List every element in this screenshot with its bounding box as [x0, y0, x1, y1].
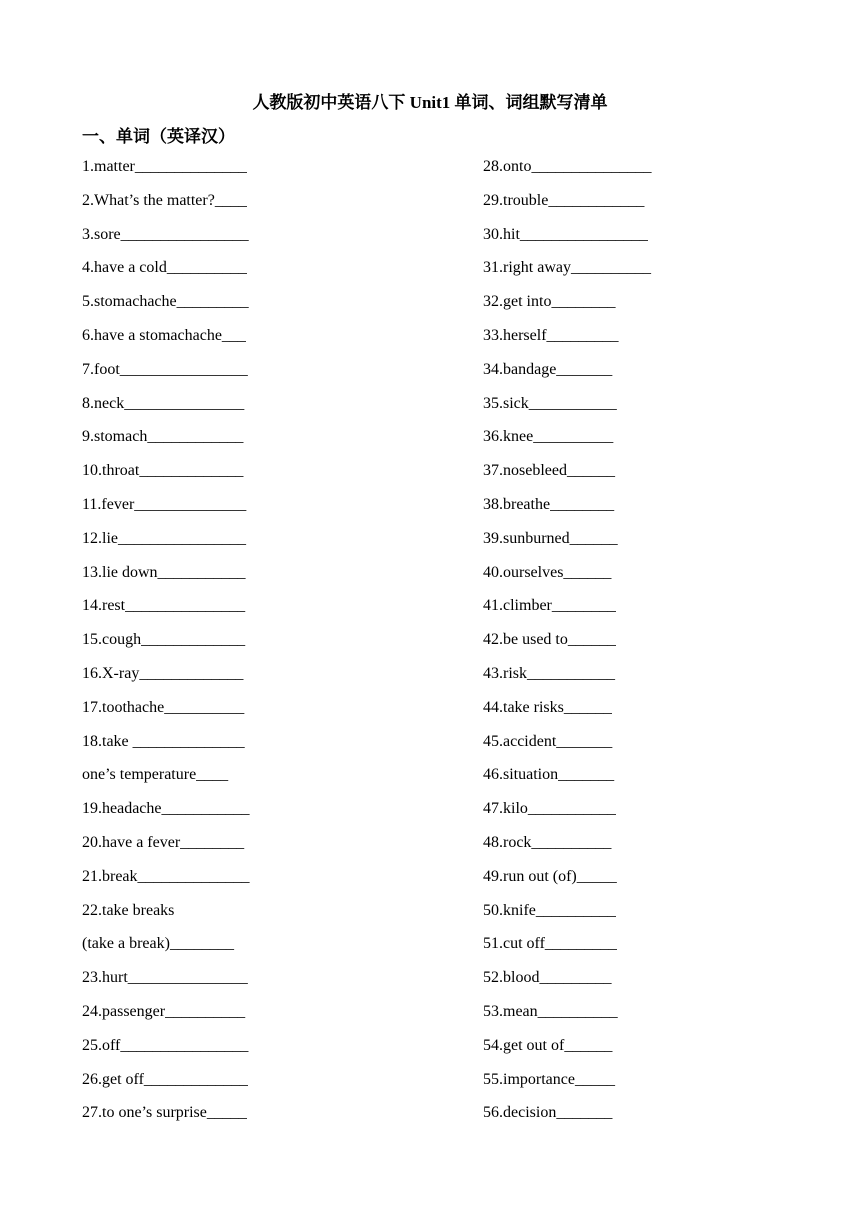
vocab-item: 51.cut off_________ [483, 935, 617, 953]
vocab-item: 54.get out of______ [483, 1036, 613, 1054]
vocab-item: 28.onto_______________ [483, 158, 652, 175]
vocab-item: 47.kilo___________ [483, 800, 616, 818]
vocab-item: 19.headache___________ [82, 800, 250, 818]
vocab-item: 41.climber________ [483, 597, 616, 615]
vocab-item: 4.have a cold__________ [82, 259, 247, 277]
vocab-item: 25.off________________ [82, 1036, 249, 1054]
vocab-item: 39.sunburned______ [483, 529, 618, 547]
vocab-item: 35.sick___________ [483, 394, 617, 412]
vocab-item: 56.decision_______ [483, 1104, 613, 1122]
vocab-item: 53.mean__________ [483, 1002, 618, 1020]
section-heading: 一、单词（英译汉） [82, 127, 235, 146]
vocab-item: 11.fever______________ [82, 495, 247, 513]
vocab-item: one’s temperature____ [82, 766, 229, 784]
left-word-column [82, 153, 250, 1133]
vocab-item: 2.What’s the matter?____ [82, 191, 247, 209]
vocab-item: 36.knee__________ [483, 428, 614, 446]
vocab-item: 1.matter______________ [82, 158, 247, 175]
vocab-item: 9.stomach____________ [82, 428, 244, 446]
vocab-item: 38.breathe________ [483, 495, 615, 513]
vocab-item: 31.right away__________ [483, 259, 651, 277]
vocab-item: 20.have a fever________ [82, 833, 245, 851]
vocab-item: 12.lie________________ [82, 529, 246, 547]
vocab-item: 15.cough_____________ [82, 631, 246, 649]
vocab-item: 46.situation_______ [483, 766, 615, 784]
vocab-item: 7.foot________________ [82, 360, 248, 378]
vocab-item: 24.passenger__________ [82, 1002, 246, 1020]
vocab-item: 8.neck_______________ [82, 394, 245, 412]
right-word-column [483, 153, 651, 1133]
vocab-item: 42.be used to______ [483, 631, 616, 649]
vocab-item: 27.to one’s surprise_____ [82, 1104, 247, 1122]
vocab-item: 23.hurt_______________ [82, 969, 248, 987]
vocab-item: 33.herself_________ [483, 326, 619, 344]
vocab-item: 32.get into________ [483, 293, 616, 311]
vocab-item: 14.rest_______________ [82, 597, 246, 615]
vocab-item: 44.take risks______ [483, 698, 612, 716]
vocab-item: 16.X-ray_____________ [82, 664, 244, 682]
vocab-item: 40.ourselves______ [483, 563, 612, 581]
vocab-item: 13.lie down___________ [82, 563, 246, 581]
vocab-item: 50.knife__________ [483, 901, 616, 919]
vocab-item: 6.have a stomachache___ [82, 326, 246, 344]
vocab-item: 55.importance_____ [483, 1070, 615, 1088]
vocab-item: 17.toothache__________ [82, 698, 245, 716]
vocab-item: 22.take breaks [82, 901, 175, 919]
vocab-item: 26.get off_____________ [82, 1070, 248, 1088]
vocab-item: 45.accident_______ [483, 732, 613, 750]
vocab-item: 29.trouble____________ [483, 191, 645, 209]
vocab-item: 48.rock__________ [483, 833, 612, 851]
vocab-item: 43.risk___________ [483, 664, 615, 682]
vocab-item: 10.throat_____________ [82, 462, 244, 480]
vocab-item: 37.nosebleed______ [483, 462, 615, 480]
vocab-item: 34.bandage_______ [483, 360, 613, 378]
vocab-item: 49.run out (of)_____ [483, 867, 617, 885]
vocab-item: 3.sore________________ [82, 225, 249, 243]
document-title: 人教版初中英语八下 Unit1 单词、词组默写清单 [252, 93, 608, 112]
vocab-item: 18.take ______________ [82, 732, 245, 750]
vocab-item: 30.hit________________ [483, 225, 648, 243]
vocab-item: 52.blood_________ [483, 969, 612, 987]
vocab-item: 5.stomachache_________ [82, 293, 249, 311]
vocab-item: (take a break)________ [82, 935, 234, 953]
vocab-item: 21.break______________ [82, 867, 250, 885]
